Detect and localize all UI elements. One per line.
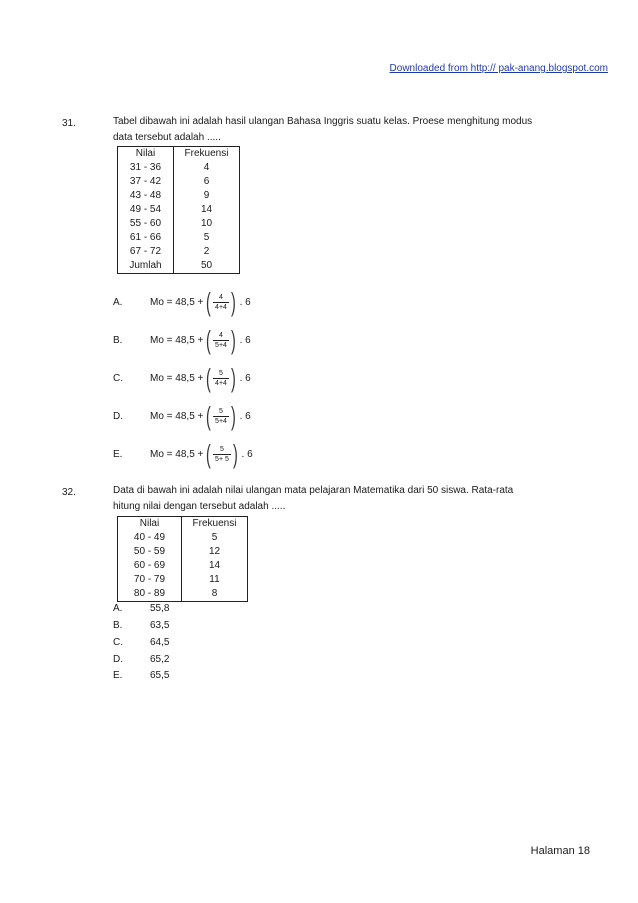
table-cell: 49 - 54	[118, 203, 174, 217]
mode-formula: Mo = 48,5 + ( $\frac{4}{5+4}$ ) . 6	[150, 325, 251, 355]
formula-prefix: Mo = 48,5 +	[150, 296, 204, 308]
option-b[interactable]	[0, 620, 638, 634]
table-cell: 70 - 79	[118, 573, 182, 587]
option-b[interactable]	[0, 327, 638, 355]
table-cell: 14	[174, 203, 240, 217]
fraction	[213, 331, 229, 350]
fraction-numerator: 4	[219, 331, 223, 339]
option-letter: A.	[113, 603, 123, 614]
fraction	[213, 445, 231, 464]
option-value: 55,8	[150, 603, 170, 614]
table-cell: 8	[182, 587, 248, 602]
formula-suffix: . 6	[239, 334, 251, 346]
table-cell: 55 - 60	[118, 217, 174, 231]
table-cell: 61 - 66	[118, 231, 174, 245]
table-cell: 9	[174, 189, 240, 203]
formula-suffix: . 6	[239, 296, 251, 308]
table-cell: 31 - 36	[118, 161, 174, 175]
fraction-denominator: 5+ 5	[215, 455, 229, 463]
option-letter: C.	[113, 373, 123, 384]
table-cell: 2	[174, 245, 240, 259]
table-cell: 67 - 72	[118, 245, 174, 259]
question-32-table	[117, 516, 248, 602]
option-c[interactable]	[0, 637, 638, 651]
source-link[interactable]: Downloaded from http:// pak-anang.blogspot.com	[389, 63, 608, 74]
option-letter: E.	[113, 449, 123, 460]
mode-formula: Mo = 48,5 + ( $\frac{5}{5+4}$ ) . 6	[150, 401, 251, 431]
table-cell-total: 50	[174, 259, 240, 274]
fraction-numerator: 5	[219, 407, 223, 415]
question-31-line2: data tersebut adalah .....	[113, 132, 221, 143]
question-31-number: 31.	[62, 118, 76, 129]
question-32-line1: Data di bawah ini adalah nilai ulangan mata pelajaran Matematika dari 50 siswa. Rata-rata	[113, 485, 514, 496]
formula-prefix: Mo = 48,5 +	[150, 448, 204, 460]
fraction-denominator: 4+4	[215, 303, 227, 311]
table-cell: 11	[182, 573, 248, 587]
option-value: 65,5	[150, 670, 170, 681]
question-31-text	[113, 114, 563, 146]
table-cell: 6	[174, 175, 240, 189]
mode-formula: Mo = 48,5 + ( $\frac{4}{4+4}$ ) . 6	[150, 287, 251, 317]
table-cell: 43 - 48	[118, 189, 174, 203]
table-cell: 60 - 69	[118, 559, 182, 573]
option-letter: A.	[113, 297, 123, 308]
option-letter: D.	[113, 411, 123, 422]
fraction	[213, 369, 229, 388]
table-cell: 4	[174, 161, 240, 175]
table-header-frekuensi: Frekuensi	[182, 517, 248, 532]
option-c[interactable]	[0, 365, 638, 393]
fraction	[213, 407, 229, 426]
table-header-nilai: Nilai	[118, 517, 182, 532]
fraction-numerator: 5	[220, 445, 224, 453]
option-a[interactable]	[0, 289, 638, 317]
table-cell: 12	[182, 545, 248, 559]
fraction-denominator: 5+4	[215, 417, 227, 425]
option-value: 64,5	[150, 637, 170, 648]
mode-formula: Mo = 48,5 + ( $\frac{5}{5+ 5}$ ) . 6	[150, 439, 253, 469]
table-cell: 37 - 42	[118, 175, 174, 189]
formula-prefix: Mo = 48,5 +	[150, 410, 204, 422]
option-value: 63,5	[150, 620, 170, 631]
option-value: 65,2	[150, 654, 170, 665]
table-cell: 40 - 49	[118, 531, 182, 545]
table-cell-total-label: Jumlah	[118, 259, 174, 274]
fraction-numerator: 4	[219, 293, 223, 301]
formula-prefix: Mo = 48,5 +	[150, 334, 204, 346]
table-cell: 14	[182, 559, 248, 573]
formula-prefix: Mo = 48,5 +	[150, 372, 204, 384]
table-header-nilai: Nilai	[118, 147, 174, 162]
question-32-line2: hitung nilai dengan tersebut adalah .....	[113, 501, 286, 512]
option-e[interactable]	[0, 441, 638, 469]
page-number: Halaman 18	[530, 845, 590, 857]
mode-formula: Mo = 48,5 + ( $\frac{5}{4+4}$ ) . 6	[150, 363, 251, 393]
question-32-text	[113, 483, 563, 515]
option-letter: B.	[113, 335, 123, 346]
option-letter: B.	[113, 620, 123, 631]
option-letter: E.	[113, 670, 123, 681]
question-31-table	[117, 146, 240, 274]
formula-suffix: . 6	[239, 410, 251, 422]
table-cell: 5	[174, 231, 240, 245]
option-a[interactable]	[0, 603, 638, 617]
formula-suffix: . 6	[241, 448, 253, 460]
table-cell: 80 - 89	[118, 587, 182, 602]
question-31-line1: Tabel dibawah ini adalah hasil ulangan Bahasa Inggris suatu kelas. Proese menghitung modus	[113, 116, 533, 127]
table-cell: 10	[174, 217, 240, 231]
fraction-denominator: 4+4	[215, 379, 227, 387]
option-d[interactable]	[0, 403, 638, 431]
fraction	[213, 293, 229, 312]
formula-suffix: . 6	[239, 372, 251, 384]
option-letter: D.	[113, 654, 123, 665]
option-e[interactable]	[0, 670, 638, 684]
table-header-frekuensi: Frekuensi	[174, 147, 240, 162]
option-d[interactable]	[0, 654, 638, 668]
table-cell: 50 - 59	[118, 545, 182, 559]
table-cell: 5	[182, 531, 248, 545]
fraction-numerator: 5	[219, 369, 223, 377]
question-32-number: 32.	[62, 487, 76, 498]
fraction-denominator: 5+4	[215, 341, 227, 349]
option-letter: C.	[113, 637, 123, 648]
